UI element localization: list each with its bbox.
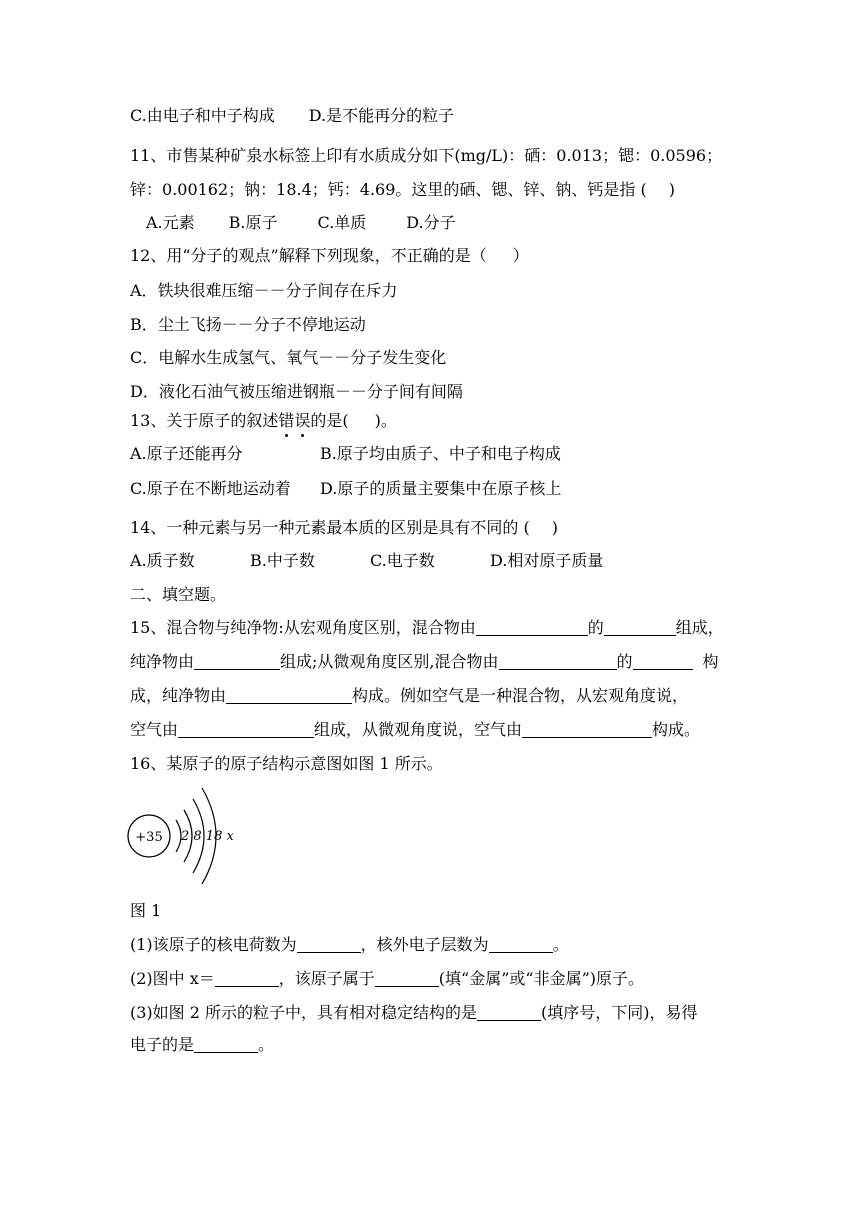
answer-blank[interactable] — [194, 1036, 258, 1053]
q11-option-b: B.原子 — [228, 213, 278, 232]
nucleus-charge: +35 — [135, 830, 163, 845]
q10-options-cd — [130, 106, 454, 126]
q11-option-a: A.元素 — [146, 213, 195, 232]
electron-counts: 2 8 18 x — [181, 829, 234, 844]
answer-blank[interactable] — [178, 721, 314, 738]
q15-line2: 纯净物由 组成;从微观角度区别,混合物由 的 构 — [130, 652, 719, 671]
answer-blank[interactable] — [499, 653, 617, 670]
answer-blank[interactable] — [194, 653, 280, 670]
q14-option-a: A.质子数 — [130, 551, 195, 570]
q15-line1: 15、混合物与纯净物:从宏观角度区别，混合物由 的 组成， — [130, 618, 724, 637]
q13-option-c: C.原子在不断地运动着 — [130, 479, 291, 498]
answer-blank[interactable] — [375, 970, 439, 987]
q13-options-ab — [130, 444, 561, 464]
q16-part3-cont: 电子的是 。 — [130, 1035, 275, 1054]
q13-option-b: B.原子均由质子、中子和电子构成 — [320, 444, 561, 463]
answer-blank[interactable] — [522, 721, 652, 738]
q13-option-a: A.原子还能再分 — [130, 444, 243, 463]
q15-line3: 成，纯净物由 构成。例如空气是一种混合物，从宏观角度说， — [130, 686, 689, 705]
q12-option-c: C．电解水生成氢气、氧气－－分子发生变化 — [130, 348, 447, 367]
section-heading-fill-blank: 二、填空题。 — [130, 585, 227, 604]
q12-option-b: B．尘土飞扬－－分子不停地运动 — [130, 315, 366, 334]
q12-stem: 12、用“分子的观点”解释下列现象，不正确的是（ ） — [130, 246, 529, 265]
answer-blank[interactable] — [477, 1004, 541, 1021]
q11-options — [146, 213, 456, 233]
q15-line4: 空气由 组成，从微观角度说，空气由 构成。 — [130, 720, 701, 739]
q10-option-d: D.是不能再分的粒子 — [308, 106, 455, 125]
q11-stem-line1: 11、市售某种矿泉水标签上印有水质成分如下(mg/L)：硒：0.013；锶：0.0596； — [130, 146, 723, 165]
answer-blank[interactable] — [489, 936, 553, 953]
q16-part1: (1)该原子的核电荷数为 ，核外电子层数为 。 — [130, 935, 569, 954]
q14-option-d: D.相对原子质量 — [490, 551, 604, 570]
figure-label: 图 1 — [130, 901, 162, 920]
q16-part3: (3)如图 2 所示的粒子中，具有相对稳定结构的是 (填序号，下同)，易得 — [130, 1003, 698, 1022]
answer-blank[interactable] — [297, 936, 361, 953]
q14-options — [130, 551, 603, 571]
q13-option-d: D.原子的质量主要集中在原子核上 — [320, 479, 562, 498]
answer-blank[interactable] — [215, 970, 279, 987]
q10-option-c: C.由电子和中子构成 — [130, 106, 275, 125]
atomic-structure-diagram — [124, 782, 236, 888]
answer-blank[interactable] — [604, 619, 676, 636]
q12-option-d: D．液化石油气被压缩进钢瓶－－分子间有间隔 — [130, 382, 463, 401]
q14-option-c: C.电子数 — [370, 551, 435, 570]
q11-option-c: C.单质 — [317, 213, 367, 232]
q11-stem-line2: 锌：0.00162；钠：18.4；钙：4.69。这里的硒、锶、锌、钠、钙是指 ( ) — [130, 180, 675, 199]
q16-stem: 16、某原子的原子结构示意图如图 1 所示。 — [130, 754, 443, 773]
q14-option-b: B.中子数 — [250, 551, 315, 570]
q13-stem: 13、关于原子的叙述错误的是( )。 — [130, 411, 397, 430]
q14-stem: 14、一种元素与另一种元素最本质的区别是具有不同的 ( ) — [130, 518, 558, 537]
q16-part2: (2)图中 x＝ ，该原子属于 (填“金属”或“非金属”)原子。 — [130, 969, 645, 988]
answer-blank[interactable] — [226, 687, 352, 704]
emphasis-dot-char: 错 — [278, 411, 295, 430]
answer-blank[interactable] — [476, 619, 588, 636]
answer-blank[interactable] — [633, 653, 693, 670]
q12-option-a: A．铁块很难压缩－－分子间存在斥力 — [130, 281, 398, 300]
q13-options-cd — [130, 479, 561, 499]
emphasis-dot-char: 误 — [294, 411, 311, 430]
q11-option-d: D.分子 — [406, 213, 456, 232]
